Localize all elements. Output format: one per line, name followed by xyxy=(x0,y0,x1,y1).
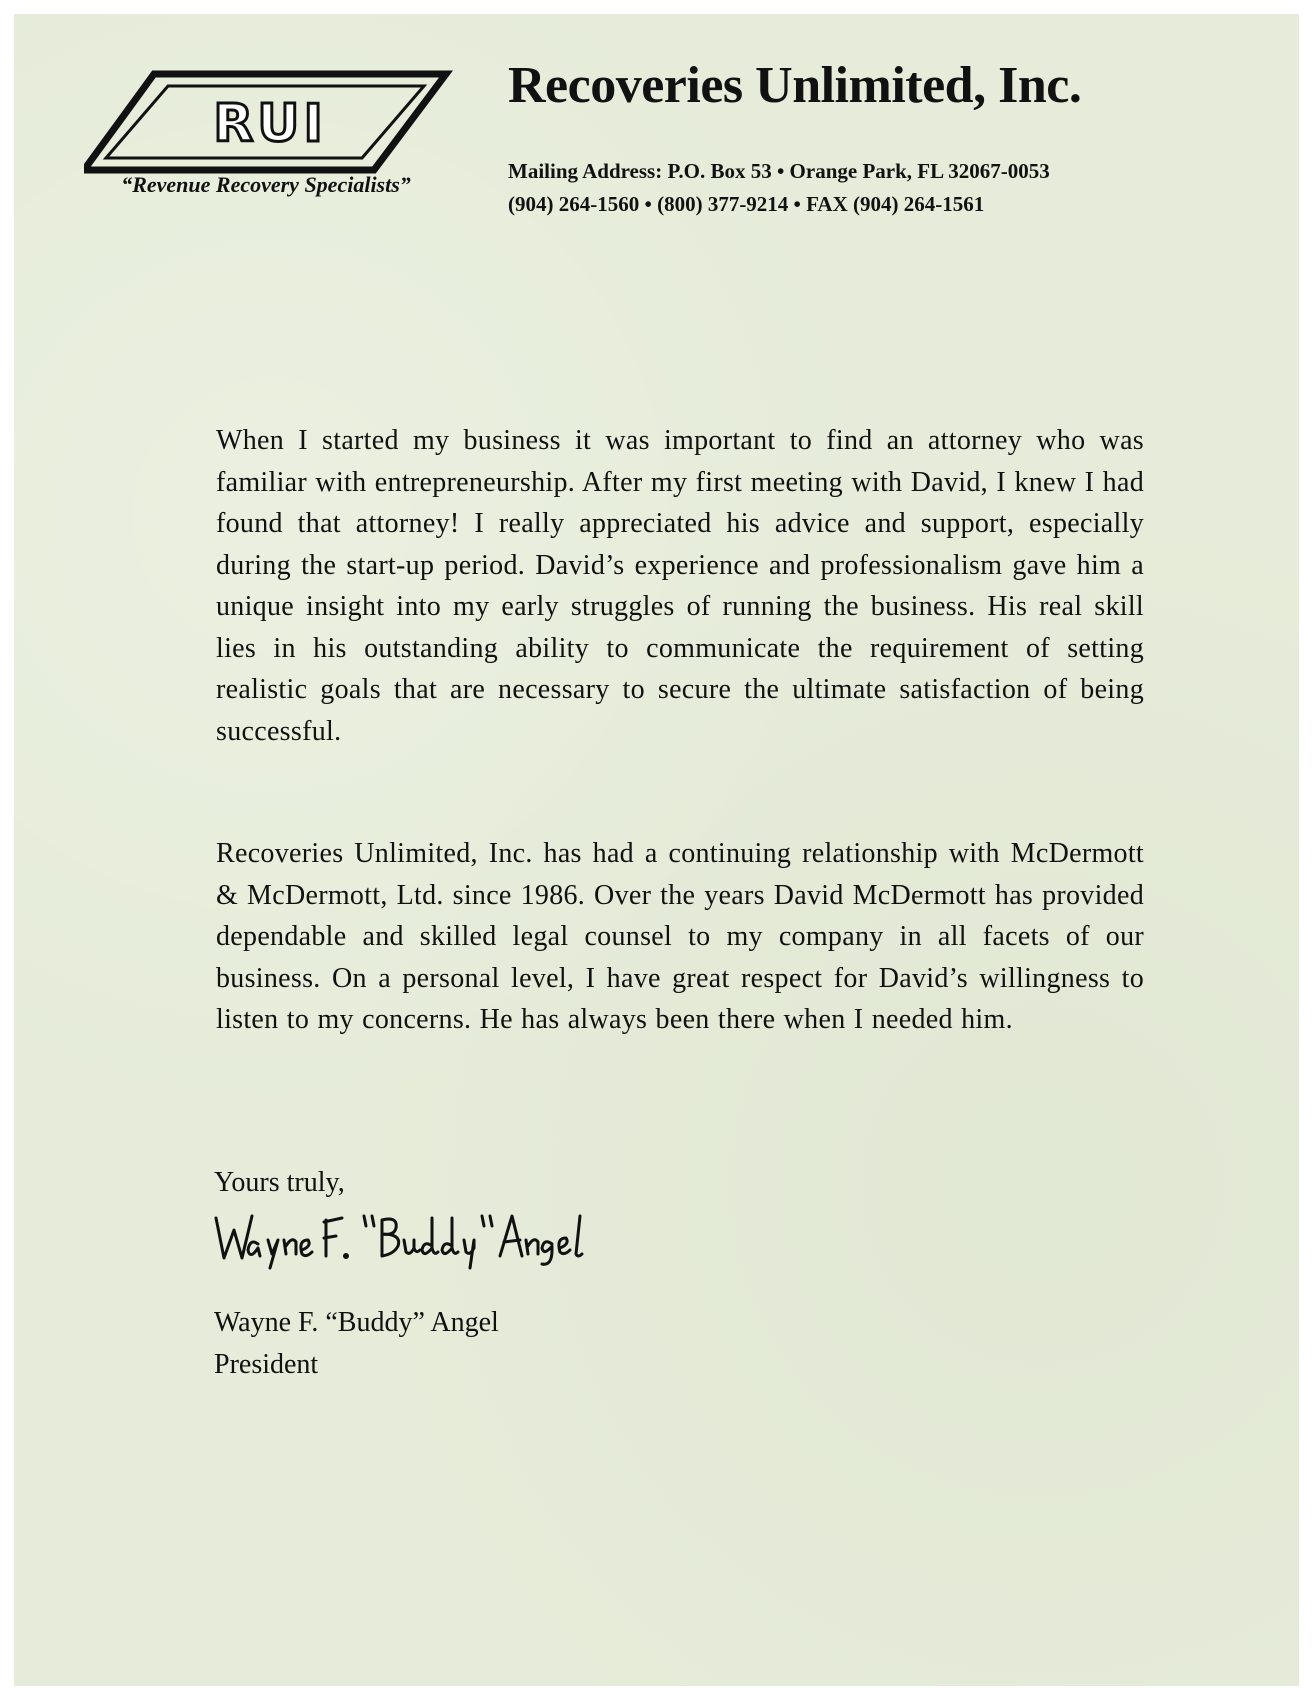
company-name: Recoveries Unlimited, Inc. xyxy=(508,57,1082,114)
logo-lettering: RUI xyxy=(213,94,327,154)
signer-name: Wayne F. “Buddy” Angel xyxy=(214,1307,499,1338)
tagline: “Revenue Recovery Specialists” xyxy=(121,172,411,197)
mailing-address: Mailing Address: P.O. Box 53 • Orange Park, FL 32067-0053 xyxy=(508,159,1050,183)
body-paragraph-1: When I started my business it was important to find an attorney who was familiar with entrepreneurship. After my first meeting with David, I knew I had found that attorney! I really appreciated his advice and support, especially during the start-up period. David’s experience and professionalism gave him a unique insight into my early struggles of running the business. His real skill lies in his outstanding ability to communicate the requirement of setting realistic goals that are necessary to secure the ultimate satisfaction of being successful. xyxy=(216,425,1144,747)
handwritten-signature xyxy=(212,1206,612,1276)
phone-numbers: (904) 264-1560 • (800) 377-9214 • FAX (904) 264-1561 xyxy=(508,192,985,216)
signature-graphic xyxy=(212,1206,612,1276)
letter-page xyxy=(14,14,1299,1686)
body-paragraph-2: Recoveries Unlimited, Inc. has had a continuing relationship with McDermott & McDermott, Ltd. since 1986. Over the years David McDermott has provided dependable and skilled legal counsel to my company in all facets of our business. On a personal level, I have great respect for David’s willingness to listen to my concerns. He has always been there when I needed him. xyxy=(216,838,1144,1035)
rui-logo-graphic xyxy=(84,58,464,184)
rui-logo xyxy=(84,58,464,184)
signer-title: President xyxy=(214,1349,319,1380)
closing: Yours truly, xyxy=(214,1167,345,1198)
